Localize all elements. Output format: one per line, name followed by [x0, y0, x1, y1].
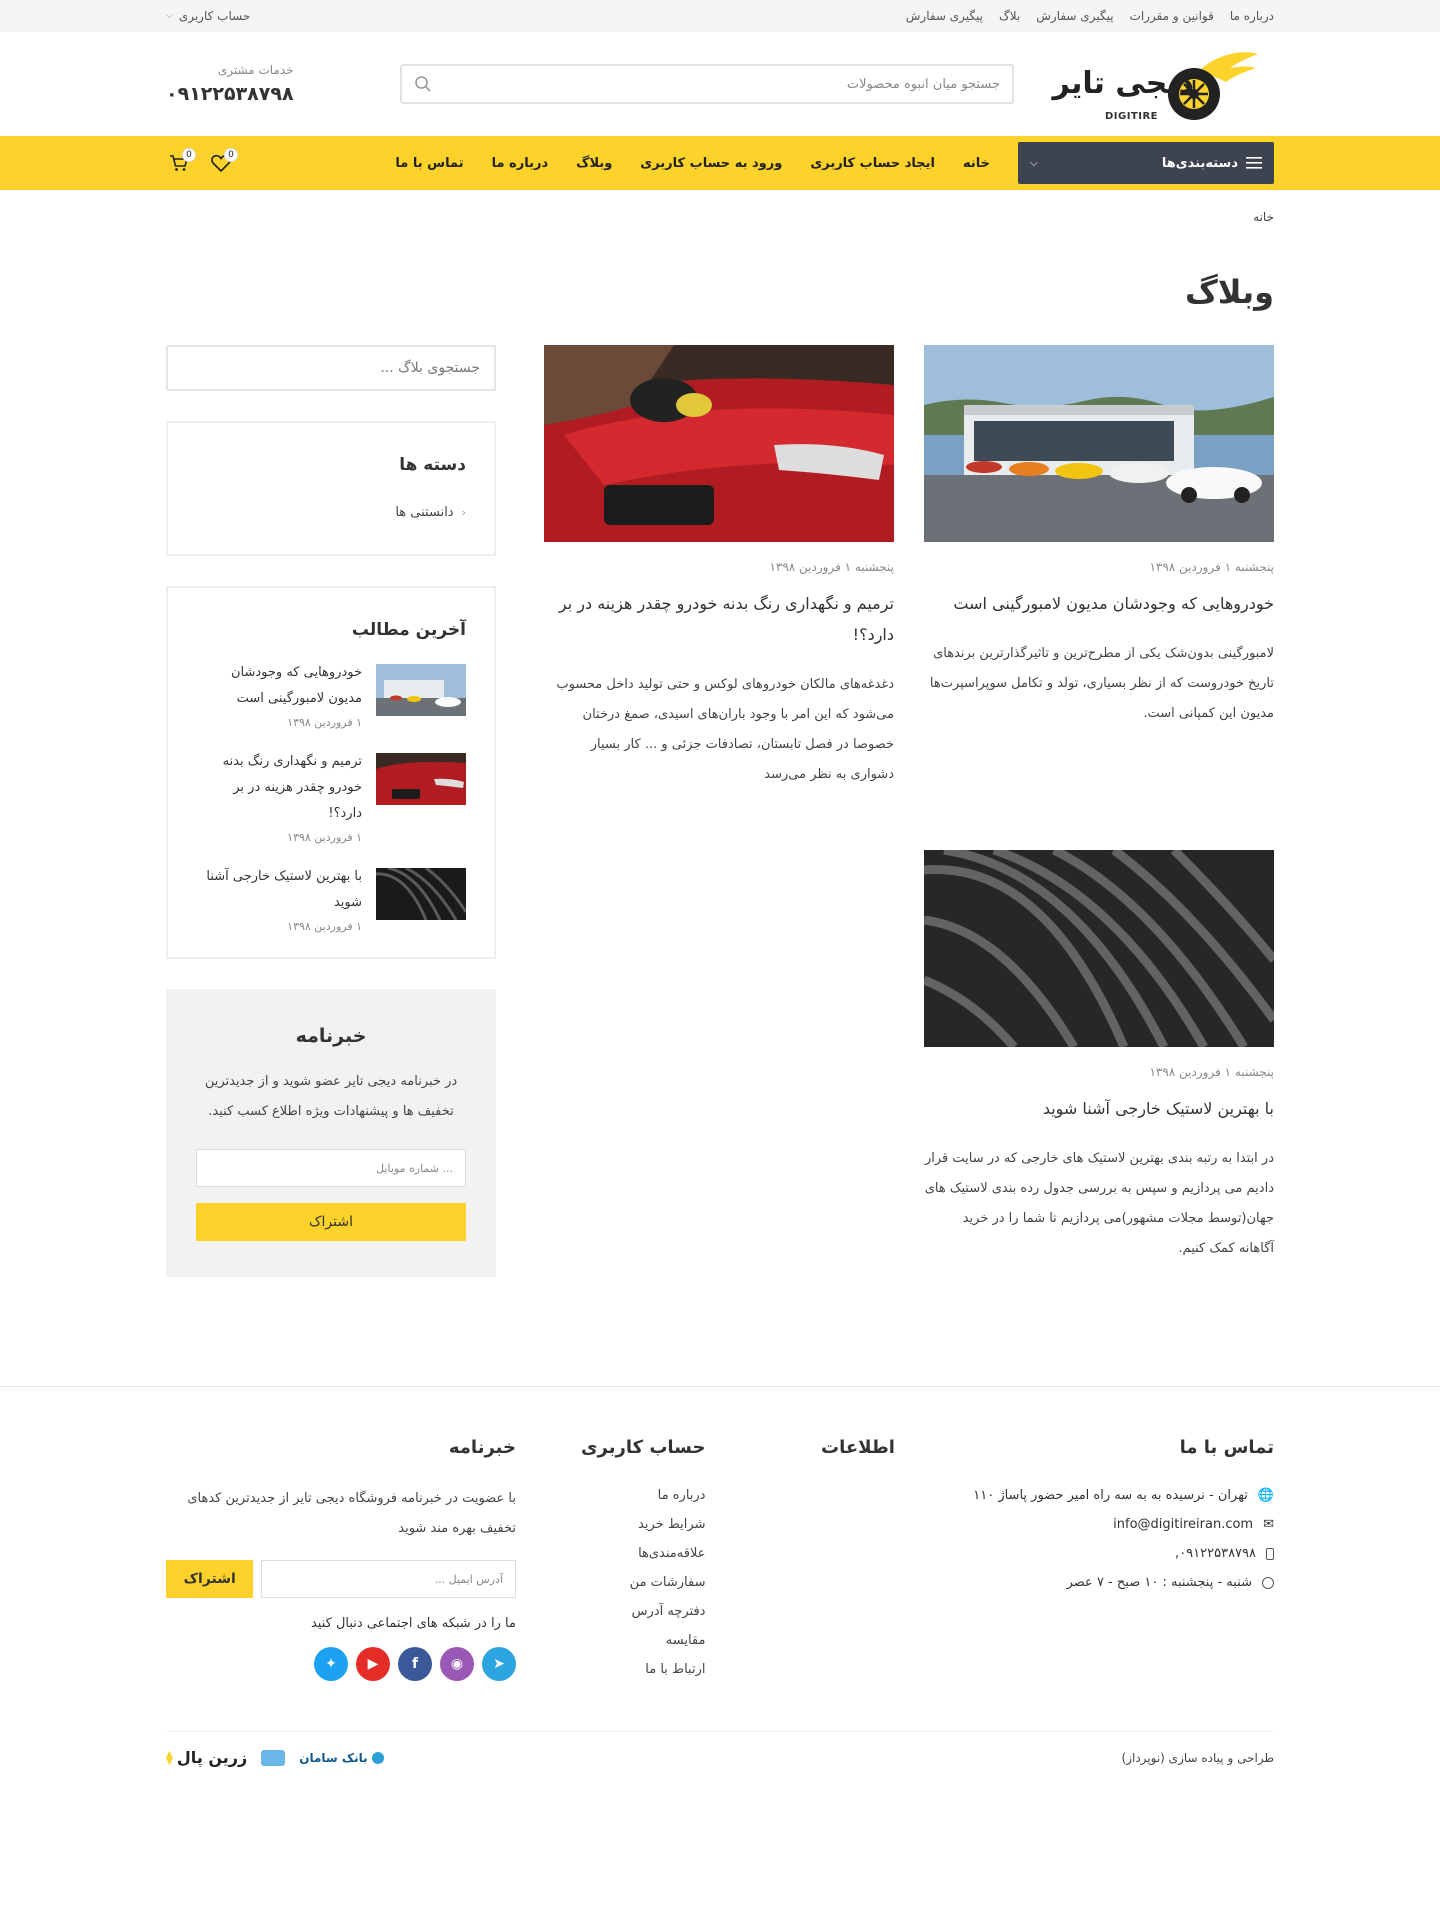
- post-date: پنجشنبه ۱ فروردین ۱۳۹۸: [1149, 560, 1274, 574]
- top-link-track-order[interactable]: پیگیری سفارش: [1036, 9, 1114, 23]
- menu-icon: [1246, 157, 1262, 169]
- top-bar: [0, 0, 1440, 32]
- footer-contact-title: تماس با ما: [1179, 1437, 1274, 1458]
- blog-search-input[interactable]: جستجوی بلاگ ...: [166, 345, 496, 391]
- recent-post: [196, 660, 466, 729]
- post-image-tire[interactable]: [924, 850, 1274, 1047]
- footer-link-contact[interactable]: ارتباط با ما: [645, 1662, 706, 1677]
- email-input[interactable]: آدرس ایمیل ...: [261, 1560, 516, 1598]
- search-icon[interactable]: [414, 75, 432, 93]
- sidebar: [166, 345, 496, 1324]
- social-text: ما را در شبکه های اجتماعی دنبال کنید: [310, 1616, 516, 1631]
- top-link-track-order-2[interactable]: پیگیری سفارش: [905, 9, 984, 23]
- product-search-input[interactable]: [400, 64, 1014, 104]
- nav-item-login[interactable]: ورود به حساب کاربری: [640, 155, 783, 171]
- account-label: حساب کاربری: [178, 9, 251, 23]
- hours-text: شنبه - پنجشنبه : ۱۰ صبح - ۷ عصر: [1066, 1575, 1252, 1590]
- post-card: [544, 345, 894, 790]
- recent-posts-widget: [166, 586, 496, 959]
- saman-bank-label: بانک سامان: [299, 1750, 368, 1765]
- category-item[interactable]: [196, 505, 466, 520]
- chevron-down-icon: ⌵: [166, 11, 173, 21]
- post-list: [514, 345, 1274, 1324]
- page-title: وبلاگ: [1185, 273, 1274, 311]
- subscribe-button[interactable]: اشتراک: [196, 1203, 466, 1241]
- copyright-text: طراحی و پیاده سازی (نوپرداز): [1121, 1750, 1274, 1765]
- logo[interactable]: [1044, 44, 1274, 124]
- post-date: پنجشنبه ۱ فروردین ۱۳۹۸: [1149, 1065, 1274, 1079]
- categories-label: دسته‌بندی‌ها: [1161, 155, 1238, 171]
- main-nav: [0, 136, 1440, 190]
- recent-post-date: ۱ فروردین ۱۳۹۸: [287, 716, 362, 729]
- categories-title: دسته ها: [399, 455, 466, 475]
- post-title[interactable]: با بهترین لاستیک خارجی آشنا شوید: [1042, 1099, 1274, 1118]
- footer-info: [705, 1437, 894, 1681]
- zarinpal-logo: [166, 1748, 247, 1767]
- newsletter-title: خبرنامه: [295, 1025, 367, 1047]
- nav-item-contact[interactable]: تماس با ما: [395, 155, 464, 171]
- zarinpal-icon: ⧫: [166, 1749, 173, 1766]
- address-text: تهران - نرسیده به به سه راه امیر حضور پاساژ ۱۱۰: [973, 1488, 1248, 1503]
- nav-item-about[interactable]: درباره ما: [491, 155, 549, 171]
- contact-address: [925, 1488, 1274, 1503]
- post-excerpt: لامبورگینی بدون‌شک یکی از مطرح‌ترین و تاثیرگذارترین برندهای تاریخ خودروست که از نظر بسیاری، تولد و تکامل سوپراسپرت‌ها مدیون این کمپانی است.: [929, 646, 1274, 721]
- recent-thumb-tire[interactable]: [376, 868, 466, 920]
- top-links: [906, 9, 1274, 23]
- nav-menu: [395, 156, 990, 171]
- search-placeholder: جستجو میان انبوه محصولات: [846, 76, 1000, 92]
- contact-email: [925, 1517, 1274, 1532]
- recent-post-title[interactable]: خودروهایی که وجودشان مدیون لامبورگینی است: [230, 665, 362, 706]
- footer-contact: [925, 1437, 1274, 1681]
- phone-text[interactable]: ۰۹۱۲۲۵۳۸۷۹۸,: [1175, 1546, 1256, 1561]
- category-label: دانستنی ها: [395, 505, 454, 520]
- footer: [0, 1386, 1440, 1783]
- cart-count: 0: [182, 148, 196, 162]
- card-icon: [261, 1750, 285, 1766]
- clock-icon: [1262, 1577, 1274, 1589]
- post-date: پنجشنبه ۱ فروردین ۱۳۹۸: [769, 560, 894, 574]
- footer-subscribe-button[interactable]: اشتراک: [166, 1560, 253, 1598]
- support-phone[interactable]: ۰۹۱۲۲۵۳۸۷۹۸: [166, 83, 294, 105]
- mobile-icon: [1266, 1548, 1274, 1560]
- recent-post-title[interactable]: ترمیم و نگهداری رنگ بدنه خودرو چقدر هزینه در بر دارد؟!: [222, 754, 362, 821]
- footer-link-about[interactable]: درباره ما: [657, 1488, 706, 1503]
- post-title[interactable]: خودروهایی که وجودشان مدیون لامبورگینی است: [953, 594, 1274, 613]
- top-link-blog[interactable]: بلاگ: [999, 9, 1021, 23]
- post-image-red-car[interactable]: [544, 345, 894, 542]
- facebook-icon[interactable]: f: [398, 1647, 432, 1681]
- newsletter-widget: [166, 989, 496, 1277]
- support-label: خدمات مشتری: [217, 63, 294, 77]
- zarinpal-label: زرین پال: [176, 1748, 248, 1767]
- newsletter-text: در خبرنامه دیجی تایر عضو شوید و از جدیدترین تخفیف ها و پیشنهادات ویژه اطلاع کسب کنید.: [204, 1074, 458, 1119]
- post-card: [924, 850, 1274, 1264]
- twitter-icon[interactable]: ✦: [314, 1647, 348, 1681]
- recent-title: آخرین مطالب: [351, 620, 466, 640]
- contact-phone: [925, 1546, 1274, 1561]
- recent-thumb-red-car[interactable]: [376, 753, 466, 805]
- footer-account: [516, 1437, 705, 1681]
- wishlist-count: 0: [224, 148, 238, 162]
- logo-subtitle: DIGITIRE: [1104, 111, 1158, 122]
- nav-item-blog[interactable]: وبلاگ: [576, 155, 613, 171]
- telegram-icon[interactable]: ➤: [482, 1647, 516, 1681]
- footer-link-orders[interactable]: سفارشات من: [629, 1575, 706, 1590]
- footer-account-title: حساب کاربری: [581, 1437, 706, 1458]
- footer-info-title: اطلاعات: [821, 1437, 895, 1458]
- nav-item-register[interactable]: ایجاد حساب کاربری: [810, 155, 935, 171]
- cart-button[interactable]: [166, 150, 192, 176]
- post-excerpt: در ابتدا به رتبه بندی بهترین لاستیک های خارجی که در سایت قرار دادیم می پردازیم و سپس به بررسی جدول رده بندی لاستیک های جهان(توسط مجلات مشهور)می پردازیم تا شما را در خرید آگاهانه کمک کنیم.: [924, 1151, 1274, 1256]
- contact-hours: [925, 1575, 1274, 1590]
- footer-newsletter: [166, 1437, 516, 1681]
- post-title[interactable]: ترمیم و نگهداری رنگ بدنه خودرو چقدر هزینه در بر دارد؟!: [558, 594, 894, 644]
- footer-newsletter-title: خبرنامه: [448, 1437, 516, 1458]
- top-link-rules[interactable]: قوانین و مقررات: [1129, 9, 1214, 23]
- footer-link-address-book[interactable]: دفترچه آدرس: [631, 1604, 706, 1619]
- content: [166, 190, 1274, 1324]
- nav-icons: [166, 150, 234, 176]
- post-image-dealership[interactable]: [924, 345, 1274, 542]
- header: [0, 32, 1440, 136]
- email-text[interactable]: info@digitireiran.com: [1113, 1517, 1254, 1532]
- recent-thumb-dealership[interactable]: [376, 664, 466, 716]
- breadcrumb[interactable]: خانه: [1253, 210, 1274, 224]
- youtube-icon[interactable]: ▶: [356, 1647, 390, 1681]
- footer-newsletter-form: [166, 1560, 516, 1598]
- footer-link-terms[interactable]: شرایط خرید: [638, 1517, 706, 1532]
- logo-text: دیجی تایر: [1052, 66, 1194, 101]
- post-excerpt: دغدغه‌های مالکان خودروهای لوکس و حتی تولید داخل محسوب می‌شود که این امر با وجود باران‌های اسیدی، صمغ درختان خصوصا در فصل تابستان، تصادفات جزئی و ... کار بسیار دشواری به نظر می‌رسد: [556, 677, 894, 782]
- copyright-bar: [166, 1731, 1274, 1783]
- payment-logos: [166, 1748, 384, 1767]
- envelope-icon: ✉: [1263, 1517, 1274, 1532]
- footer-newsletter-text: با عضویت در خبرنامه فروشگاه دیجی تایر از جدیدترین کدهای تخفیف بهره مند شوید: [187, 1491, 516, 1536]
- mobile-number-input[interactable]: ... شماره موبایل: [196, 1149, 466, 1187]
- recent-post-date: ۱ فروردین ۱۳۹۸: [287, 831, 362, 844]
- chevron-down-icon: ⌵: [1030, 157, 1038, 169]
- post-card: [924, 345, 1274, 790]
- top-link-about[interactable]: درباره ما: [1229, 9, 1274, 23]
- account-dropdown[interactable]: [166, 9, 250, 23]
- wishlist-button[interactable]: [208, 150, 234, 176]
- saman-bank-icon: [372, 1752, 384, 1764]
- customer-support: [166, 63, 294, 105]
- chevron-left-icon: ‹: [461, 506, 466, 519]
- recent-post: [196, 864, 466, 933]
- instagram-icon[interactable]: ◉: [440, 1647, 474, 1681]
- recent-post: [196, 749, 466, 844]
- nav-item-home[interactable]: خانه: [962, 155, 990, 171]
- recent-post-title[interactable]: با بهترین لاستیک خارجی آشنا شوید: [206, 869, 362, 910]
- recent-post-date: ۱ فروردین ۱۳۹۸: [287, 920, 362, 933]
- social-links: [166, 1647, 516, 1681]
- saman-bank-logo: [299, 1751, 383, 1765]
- globe-icon: 🌐: [1257, 1488, 1274, 1503]
- categories-button[interactable]: [1018, 142, 1274, 184]
- footer-link-wishlist[interactable]: علاقه‌مندی‌ها: [638, 1546, 706, 1561]
- footer-link-compare[interactable]: مقایسه: [665, 1633, 706, 1648]
- categories-widget: [166, 421, 496, 556]
